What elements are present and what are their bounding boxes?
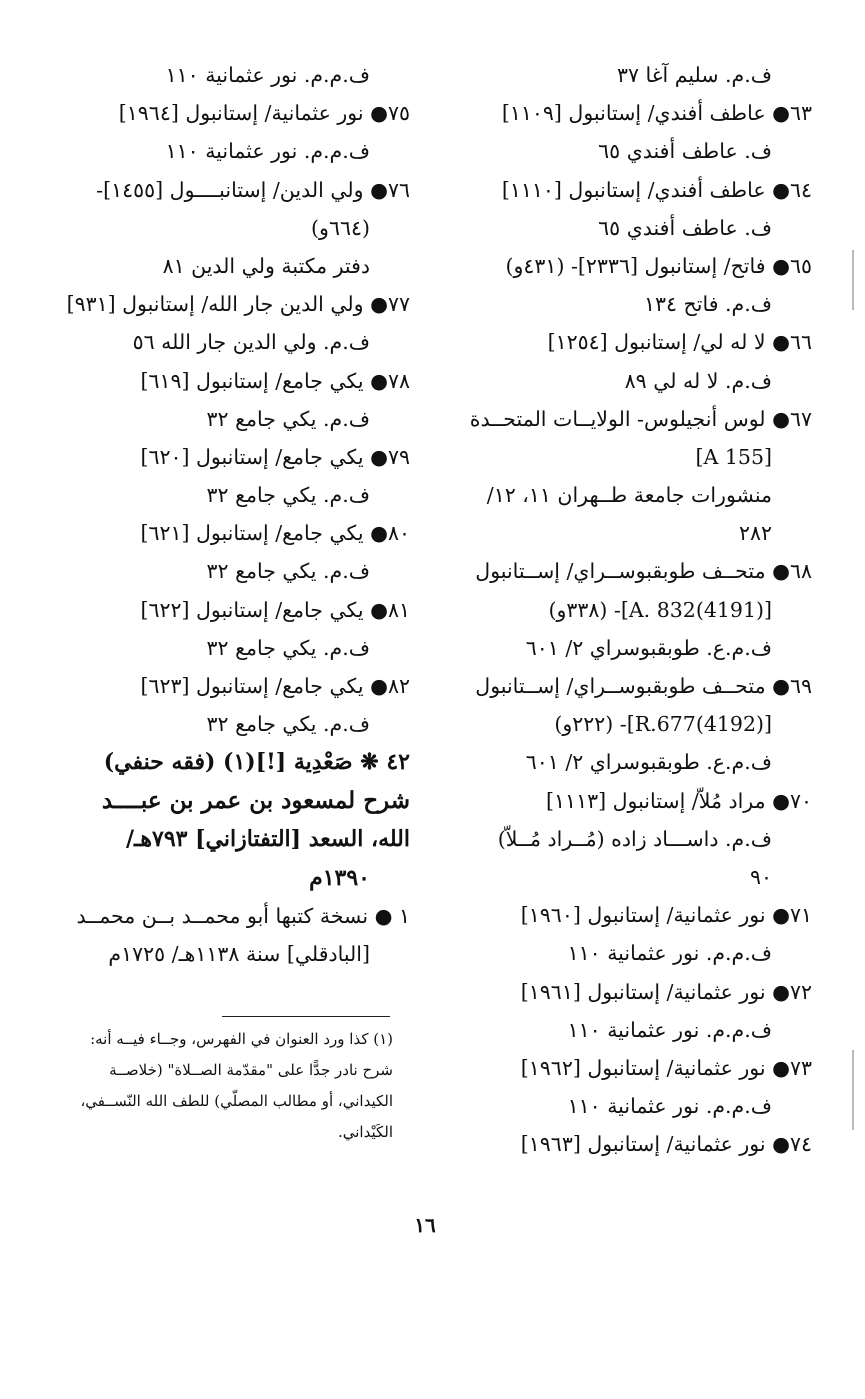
page-number: ١٦ <box>414 1213 436 1237</box>
entry-line: ٧٢● نور عثمانية/ إستانبول [١٩٦١] <box>520 979 812 1004</box>
entry-detail-line: ف. عاطف أفندي ٦٥ <box>598 139 772 164</box>
entry-heading-line: ٤٢ ❋ صَعْدِية [!](١) (فقه حنفي) <box>103 749 410 776</box>
entry-line: ٦٣● عاطف أفندي/ إستانبول [١١٠٩] <box>501 101 812 126</box>
entry-line: ٦٨● متحــف طوبقبوســراي/ إســتانبول <box>475 559 812 584</box>
entry-detail-line: ف.م.ع. طوبقبوسراي ٢/ ٦٠١ <box>525 635 772 660</box>
entry-heading-line: ١٣٩٠م <box>309 864 370 891</box>
entry-detail-line: [A 155] <box>695 444 772 469</box>
entry-line: ٨١● يكي جامع/ إستانبول [٦٢٢] <box>140 597 410 622</box>
entry-line: ٨٢● يكي جامع/ إستانبول [٦٢٣] <box>140 674 410 698</box>
footnote-divider <box>222 1016 390 1017</box>
entry-line: ٧٣● نور عثمانية/ إستانبول [١٩٦٢] <box>520 1055 812 1080</box>
scan-edge-mark <box>852 250 854 310</box>
entry-detail-line: ف.م. يكي جامع ٣٢ <box>206 483 370 508</box>
scan-edge-mark <box>852 1050 854 1130</box>
entry-detail-line: ف.م.م. نور عثمانية ١١٠ <box>165 63 370 87</box>
footnote-line: (١) كذا ورد العنوان في الفهرس، وجــاء فيــه أنه: <box>90 1030 393 1048</box>
entry-detail-line: ف.م.م. نور عثمانية ١١٠ <box>567 941 772 966</box>
entry-heading-line: شرح لمسعود بن عمر بن عبــــد <box>101 786 410 814</box>
entry-detail-line: [A. 832(4191)]- (٣٣٨و) <box>548 597 772 622</box>
footnote-line: شرح نادر جدًّا على "مقدّمة الصــلاة" (خلاصــة <box>109 1061 393 1079</box>
entry-line: ٨٠● يكي جامع/ إستانبول [٦٢١] <box>140 521 410 546</box>
entry-detail-line: ف.م. يكي جامع ٣٢ <box>206 635 370 660</box>
entry-detail-line: ف. عاطف أفندي ٦٥ <box>598 215 772 240</box>
footnote <box>70 1024 393 1148</box>
entry-line: ٧٠● مراد مُلاّ/ إستانبول [١١١٣] <box>546 788 812 813</box>
entry-detail-line: (٦٦٤و) <box>311 215 370 240</box>
entry-line: ٦٧● لوس أنجيلوس- الولايــات المتحــدة <box>469 406 812 431</box>
entry-detail-line: ف.م. سليم آغا ٣٧ <box>616 63 772 87</box>
entry-detail-line: [البادقلي] سنة ١١٣٨هـ/ ١٧٢٥م <box>108 942 370 967</box>
entry-line: ٦٥● فاتح/ إستانبول [٢٣٣٦]- (٤٣١و) <box>505 253 812 278</box>
entry-line: ٧٨● يكي جامع/ إستانبول [٦١٩] <box>140 368 410 393</box>
right-column <box>440 56 812 1163</box>
entry-detail-line: ف.م. يكي جامع ٣٢ <box>206 559 370 584</box>
entry-line: ٧١● نور عثمانية/ إستانبول [١٩٦٠] <box>520 903 812 928</box>
entry-line: ٧٤● نور عثمانية/ إستانبول [١٩٦٣] <box>520 1132 812 1157</box>
entry-detail-line: ٢٨٢ <box>738 521 772 546</box>
entry-detail-line: منشورات جامعة طــهران ١١، ١٢/ <box>486 483 772 508</box>
footnote-line: الكيداني، أو مطالب المصلّي) للطف الله النّســفي، <box>80 1092 393 1110</box>
left-column <box>66 56 410 973</box>
footnote-line: الكَيْداني. <box>337 1123 393 1141</box>
entry-line: ٦٦● لا له لي/ إستانبول [١٢٥٤] <box>547 330 812 355</box>
entry-line: ٧٥● نور عثمانية/ إستانبول [١٩٦٤] <box>118 101 410 126</box>
entry-detail-line: ف.م. لا له لي ٨٩ <box>624 368 772 393</box>
entry-heading-line: الله، السعد [التفتازاني] ٧٩٣هـ/ <box>125 826 410 853</box>
entry-detail-line: ف.م. يكي جامع ٣٢ <box>206 712 370 737</box>
entry-line: ٦٤● عاطف أفندي/ إستانبول [١١١٠] <box>501 177 812 202</box>
entry-line: ٦٩● متحــف طوبقبوســراي/ إســتانبول <box>475 674 812 698</box>
entry-detail-line: ف.م. فاتح ١٣٤ <box>643 292 772 317</box>
entry-detail-line: ف.م. ولي الدين جار الله ٥٦ <box>132 330 370 355</box>
entry-detail-line: ف.م.م. نور عثمانية ١١٠ <box>567 1017 772 1042</box>
entry-detail-line: ف.م.ع. طوبقبوسراي ٢/ ٦٠١ <box>525 750 772 775</box>
entry-line: ١ ● نسخة كتبها أبو محمــد بــن محمــد <box>76 903 410 928</box>
entry-detail-line: [R.677(4192)]- (٢٢٢و) <box>554 712 772 737</box>
entry-line: ٧٧● ولي الدين جار الله/ إستانبول [٩٣١] <box>66 292 410 317</box>
entry-line: ٧٩● يكي جامع/ إستانبول [٦٢٠] <box>140 444 410 469</box>
entry-detail-line: ف.م.م. نور عثمانية ١١٠ <box>567 1094 772 1119</box>
entry-line: ٧٦● ولي الدين/ إستانبــــول [١٤٥٥]- <box>96 177 410 202</box>
entry-detail-line: ف.م. يكي جامع ٣٢ <box>206 406 370 431</box>
entry-detail-line: دفتر مكتبة ولي الدين ٨١ <box>162 253 370 278</box>
entry-detail-line: ف.م. داســـاد زاده (مُــراد مُــلاّ) <box>497 826 772 851</box>
entry-detail-line: ف.م.م. نور عثمانية ١١٠ <box>165 139 370 164</box>
entry-detail-line: ٩٠ <box>749 864 772 889</box>
